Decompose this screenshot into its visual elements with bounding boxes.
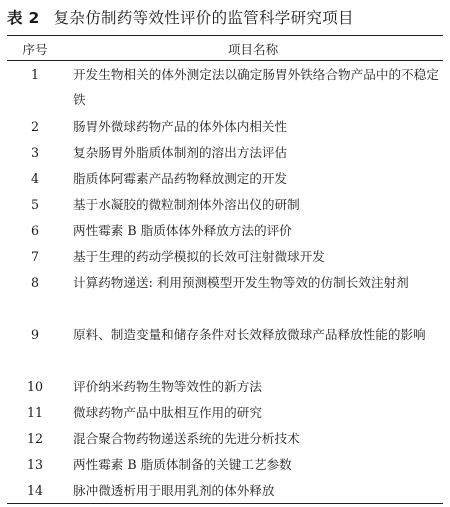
- table-number: 表 2: [7, 9, 40, 27]
- row-project-name: 混合聚合物药物递送系统的先进分析技术: [73, 431, 300, 446]
- header-project-name: 项目名称: [63, 36, 443, 61]
- table-row: [7, 321, 443, 373]
- row-index: 1: [30, 67, 39, 82]
- table-row: [7, 269, 443, 321]
- row-index: 4: [30, 171, 39, 186]
- row-project-name: 原料、制造变量和储存条件对长效释放微球产品释放性能的影响: [73, 327, 426, 342]
- row-project-name: 开发生物相关的体外测定法以确定肠胃外铁络合物产品中的不稳定铁: [73, 67, 439, 107]
- row-index: 5: [30, 197, 39, 212]
- row-project-name: 基于生理的药动学模拟的长效可注射微球开发: [73, 249, 325, 264]
- table-row: [7, 243, 443, 269]
- table-row: [7, 373, 443, 399]
- table-row: [7, 399, 443, 425]
- table-row: [7, 477, 443, 504]
- row-index: 10: [26, 379, 44, 394]
- row-project-name: 两性霉素 B 脂质体制备的关键工艺参数: [73, 457, 292, 472]
- row-index: 12: [26, 431, 44, 446]
- table-row: [7, 451, 443, 477]
- row-index: 11: [26, 405, 44, 420]
- row-project-name: 脉冲微透析用于眼用乳剂的体外释放: [63, 477, 443, 504]
- row-index: 14: [7, 477, 63, 504]
- project-table: [7, 35, 443, 504]
- table-header-row: [7, 36, 443, 61]
- table-row: [7, 165, 443, 191]
- table-caption: [7, 6, 443, 30]
- row-project-name: 计算药物递送: 利用预测模型开发生物等效的仿制长效注射剂: [73, 275, 409, 290]
- table-row: [7, 425, 443, 451]
- row-project-name: 评价纳米药物生物等效性的新方法: [73, 379, 262, 394]
- table-row: [7, 113, 443, 139]
- row-index: 2: [30, 119, 39, 134]
- row-project-name: 脂质体阿霉素产品药物释放测定的开发: [73, 171, 288, 186]
- row-project-name: 复杂肠胃外脂质体制剂的溶出方法评估: [73, 145, 288, 160]
- row-index: 9: [30, 327, 39, 342]
- row-index: 3: [30, 145, 39, 160]
- row-index: 6: [30, 223, 39, 238]
- row-index: 7: [30, 249, 39, 264]
- table-row: [7, 191, 443, 217]
- row-index: 13: [26, 457, 44, 472]
- row-index: 8: [30, 275, 39, 290]
- header-index: 序号: [7, 36, 63, 61]
- row-project-name: 微球药物产品中肽相互作用的研究: [73, 405, 262, 420]
- table-title: 复杂仿制药等效性评价的监管科学研究项目: [53, 9, 354, 27]
- table-row: [7, 61, 443, 114]
- row-project-name: 两性霉素 B 脂质体体外释放方法的评价: [73, 223, 292, 238]
- row-project-name: 基于水凝胶的微粒制剂体外溶出仪的研制: [73, 197, 300, 212]
- table-row: [7, 139, 443, 165]
- table-row: [7, 217, 443, 243]
- row-project-name: 肠胃外微球药物产品的体外体内相关性: [73, 119, 288, 134]
